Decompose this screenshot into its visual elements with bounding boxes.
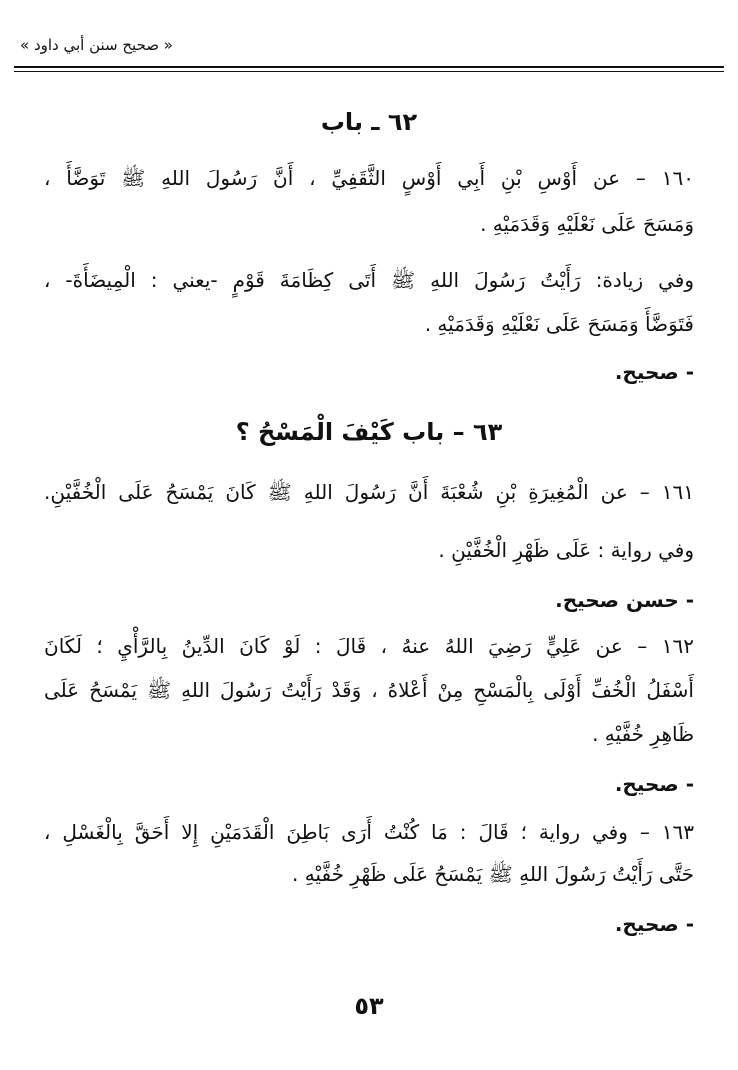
hadith-161-grade: - حسن صحيح. — [555, 588, 694, 612]
hadith-162-line-3: ظَاهِرِ خُفَّيْهِ . — [592, 722, 694, 746]
chapter-heading-62: ٦٢ ـ باب — [320, 108, 418, 136]
hadith-160-variant-line-2: فَتَوَضَّأَ وَمَسَحَ عَلَى نَعْلَيْهِ وَقَدَمَيْهِ . — [424, 312, 694, 336]
hadith-163-grade: - صحيح. — [614, 912, 694, 936]
running-header-title: « صحيح سنن أبي داود » — [20, 36, 173, 54]
hadith-161-variant-line-1: وفي رواية : عَلَى ظَهْرِ الْخُفَّيْنِ . — [438, 538, 694, 562]
hadith-163-line-2: حَتَّى رَأَيْتُ رَسُولَ اللهِ ﷺ يَمْسَحُ عَلَى ظَهْرِ خُفَّيْهِ . — [291, 862, 694, 886]
hadith-162-line-2: أَسْفَلُ الْخُفِّ أَوْلَى بِالْمَسْحِ مِنْ أَعْلاهُ ، وَقَدْ رَأَيْتُ رَسُولَ اللهِ ﷺ يَمْسَحُ عَلَى — [44, 678, 694, 702]
hadith-162-grade: - صحيح. — [614, 772, 694, 796]
hadith-162-line-1: ١٦٢ – عن عَلِيٍّ رَضِيَ اللهُ عنهُ ، قَالَ : لَوْ كَانَ الدِّينُ بِالرَّأْيِ ؛ لَكَانَ — [44, 634, 694, 658]
hadith-160-line-2: وَمَسَحَ عَلَى نَعْلَيْهِ وَقَدَمَيْهِ . — [480, 212, 694, 236]
page-number: ٥٣ — [354, 992, 384, 1020]
hadith-161-line-1: ١٦١ – عن الْمُغِيرَةِ بْنِ شُعْبَةَ أَنَّ رَسُولَ اللهِ ﷺ كَانَ يَمْسَحُ عَلَى الْخُفَّيْنِ. — [44, 480, 694, 504]
hadith-160-grade: - صحيح. — [614, 360, 694, 384]
hadith-163-line-1: ١٦٣ – وفي رواية ؛ قَالَ : مَا كُنْتُ أَرَى بَاطِنَ الْقَدَمَيْنِ إِلا أَحَقَّ بِالْغَسْلِ ، — [44, 820, 694, 844]
chapter-heading-63: ٦٣ – باب كَيْفَ الْمَسْحُ ؟ — [235, 418, 503, 446]
hadith-160-line-1: ١٦٠ – عن أَوْسِ بْنِ أَبِي أَوْسٍ الثَّقَفِيِّ ، أَنَّ رَسُولَ اللهِ ﷺ تَوَضَّأَ ، — [44, 166, 694, 190]
hadith-160-variant-line-1: وفي زيادة: رَأَيْتُ رَسُولَ اللهِ ﷺ أَتَى كِظَامَةَ قَوْمٍ -يعني : الْمِيضَأَةَ- ، — [44, 268, 694, 292]
header-rule — [14, 66, 724, 72]
